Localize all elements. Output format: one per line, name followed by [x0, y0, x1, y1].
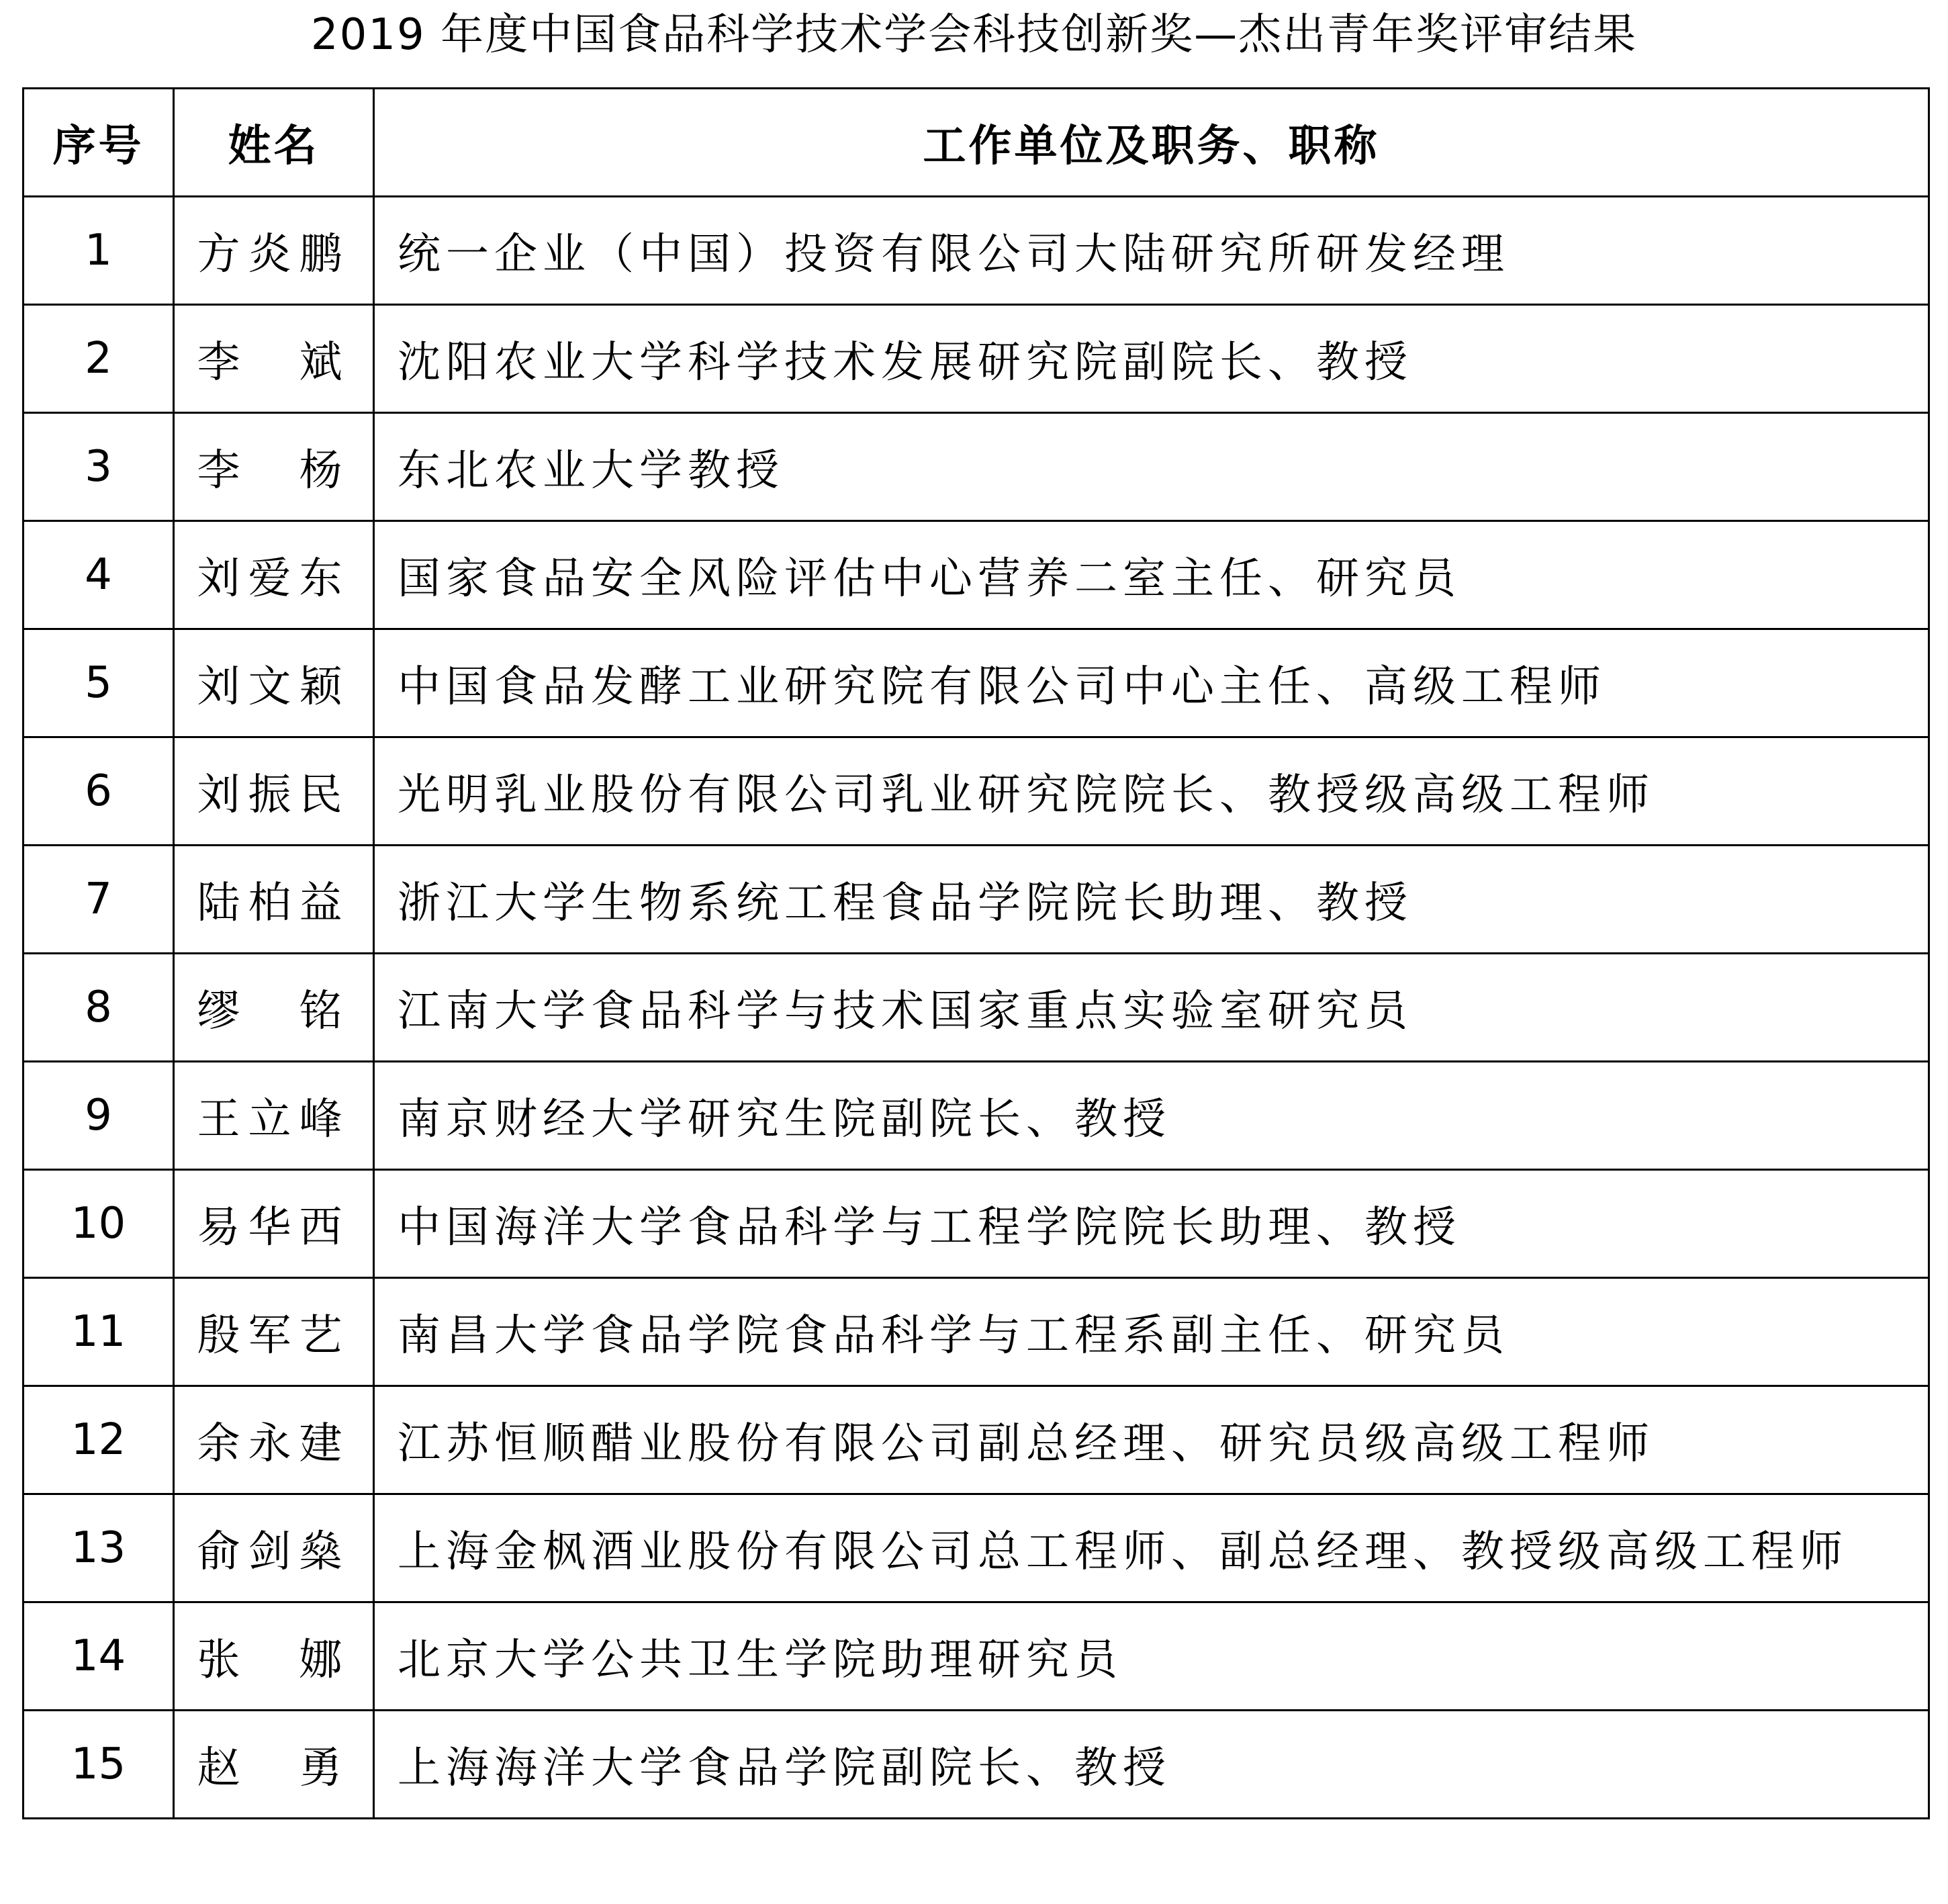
- cell-serial-number: 8: [24, 954, 174, 1062]
- cell-organization-title: 上海海洋大学食品学院副院长、教授: [374, 1711, 1929, 1819]
- cell-organization-title: 统一企业（中国）投资有限公司大陆研究所研发经理: [374, 197, 1929, 305]
- cell-name: 方炎鹏: [174, 197, 374, 305]
- cell-serial-number: 11: [24, 1278, 174, 1386]
- cell-serial-number: 2: [24, 305, 174, 413]
- cell-name: 赵 勇: [174, 1711, 374, 1819]
- table-row: [24, 954, 1929, 1062]
- header-serial-number: 序号: [24, 89, 174, 197]
- table-header-row: [24, 89, 1929, 197]
- cell-serial-number: 14: [24, 1602, 174, 1711]
- cell-serial-number: 5: [24, 629, 174, 737]
- cell-organization-title: 光明乳业股份有限公司乳业研究院院长、教授级高级工程师: [374, 737, 1929, 846]
- cell-serial-number: 3: [24, 413, 174, 521]
- cell-name: 陆柏益: [174, 846, 374, 954]
- cell-name: 俞剑燊: [174, 1494, 374, 1602]
- table-row: [24, 197, 1929, 305]
- cell-organization-title: 浙江大学生物系统工程食品学院院长助理、教授: [374, 846, 1929, 954]
- cell-serial-number: 13: [24, 1494, 174, 1602]
- cell-serial-number: 9: [24, 1062, 174, 1170]
- results-table: [22, 87, 1930, 1819]
- cell-serial-number: 4: [24, 521, 174, 629]
- table-row: [24, 1602, 1929, 1711]
- cell-serial-number: 1: [24, 197, 174, 305]
- cell-name: 殷军艺: [174, 1278, 374, 1386]
- table-row: [24, 1062, 1929, 1170]
- cell-organization-title: 南昌大学食品学院食品科学与工程系副主任、研究员: [374, 1278, 1929, 1386]
- table-row: [24, 1711, 1929, 1819]
- header-organization-title: 工作单位及职务、职称: [374, 89, 1929, 197]
- cell-name: 张 娜: [174, 1602, 374, 1711]
- table-row: [24, 413, 1929, 521]
- cell-name: 刘文颖: [174, 629, 374, 737]
- table-row: [24, 305, 1929, 413]
- cell-organization-title: 国家食品安全风险评估中心营养二室主任、研究员: [374, 521, 1929, 629]
- cell-serial-number: 12: [24, 1386, 174, 1494]
- cell-organization-title: 江苏恒顺醋业股份有限公司副总经理、研究员级高级工程师: [374, 1386, 1929, 1494]
- table-row: [24, 1278, 1929, 1386]
- table-row: [24, 629, 1929, 737]
- cell-organization-title: 上海金枫酒业股份有限公司总工程师、副总经理、教授级高级工程师: [374, 1494, 1929, 1602]
- table-row: [24, 521, 1929, 629]
- table-row: [24, 1494, 1929, 1602]
- cell-name: 李 斌: [174, 305, 374, 413]
- cell-name: 刘振民: [174, 737, 374, 846]
- page-title: 2019 年度中国食品科学技术学会科技创新奖—杰出青年奖评审结果: [310, 10, 1638, 60]
- cell-serial-number: 10: [24, 1170, 174, 1278]
- cell-organization-title: 江南大学食品科学与技术国家重点实验室研究员: [374, 954, 1929, 1062]
- table-row: [24, 1386, 1929, 1494]
- cell-name: 易华西: [174, 1170, 374, 1278]
- cell-name: 余永建: [174, 1386, 374, 1494]
- cell-organization-title: 南京财经大学研究生院副院长、教授: [374, 1062, 1929, 1170]
- cell-organization-title: 东北农业大学教授: [374, 413, 1929, 521]
- table-row: [24, 737, 1929, 846]
- cell-name: 李 杨: [174, 413, 374, 521]
- cell-name: 缪 铭: [174, 954, 374, 1062]
- table-row: [24, 1170, 1929, 1278]
- cell-organization-title: 沈阳农业大学科学技术发展研究院副院长、教授: [374, 305, 1929, 413]
- cell-serial-number: 6: [24, 737, 174, 846]
- cell-organization-title: 中国海洋大学食品科学与工程学院院长助理、教授: [374, 1170, 1929, 1278]
- header-name: 姓名: [174, 89, 374, 197]
- cell-serial-number: 7: [24, 846, 174, 954]
- cell-name: 王立峰: [174, 1062, 374, 1170]
- cell-serial-number: 15: [24, 1711, 174, 1819]
- cell-organization-title: 中国食品发酵工业研究院有限公司中心主任、高级工程师: [374, 629, 1929, 737]
- table-row: [24, 846, 1929, 954]
- cell-organization-title: 北京大学公共卫生学院助理研究员: [374, 1602, 1929, 1711]
- cell-name: 刘爱东: [174, 521, 374, 629]
